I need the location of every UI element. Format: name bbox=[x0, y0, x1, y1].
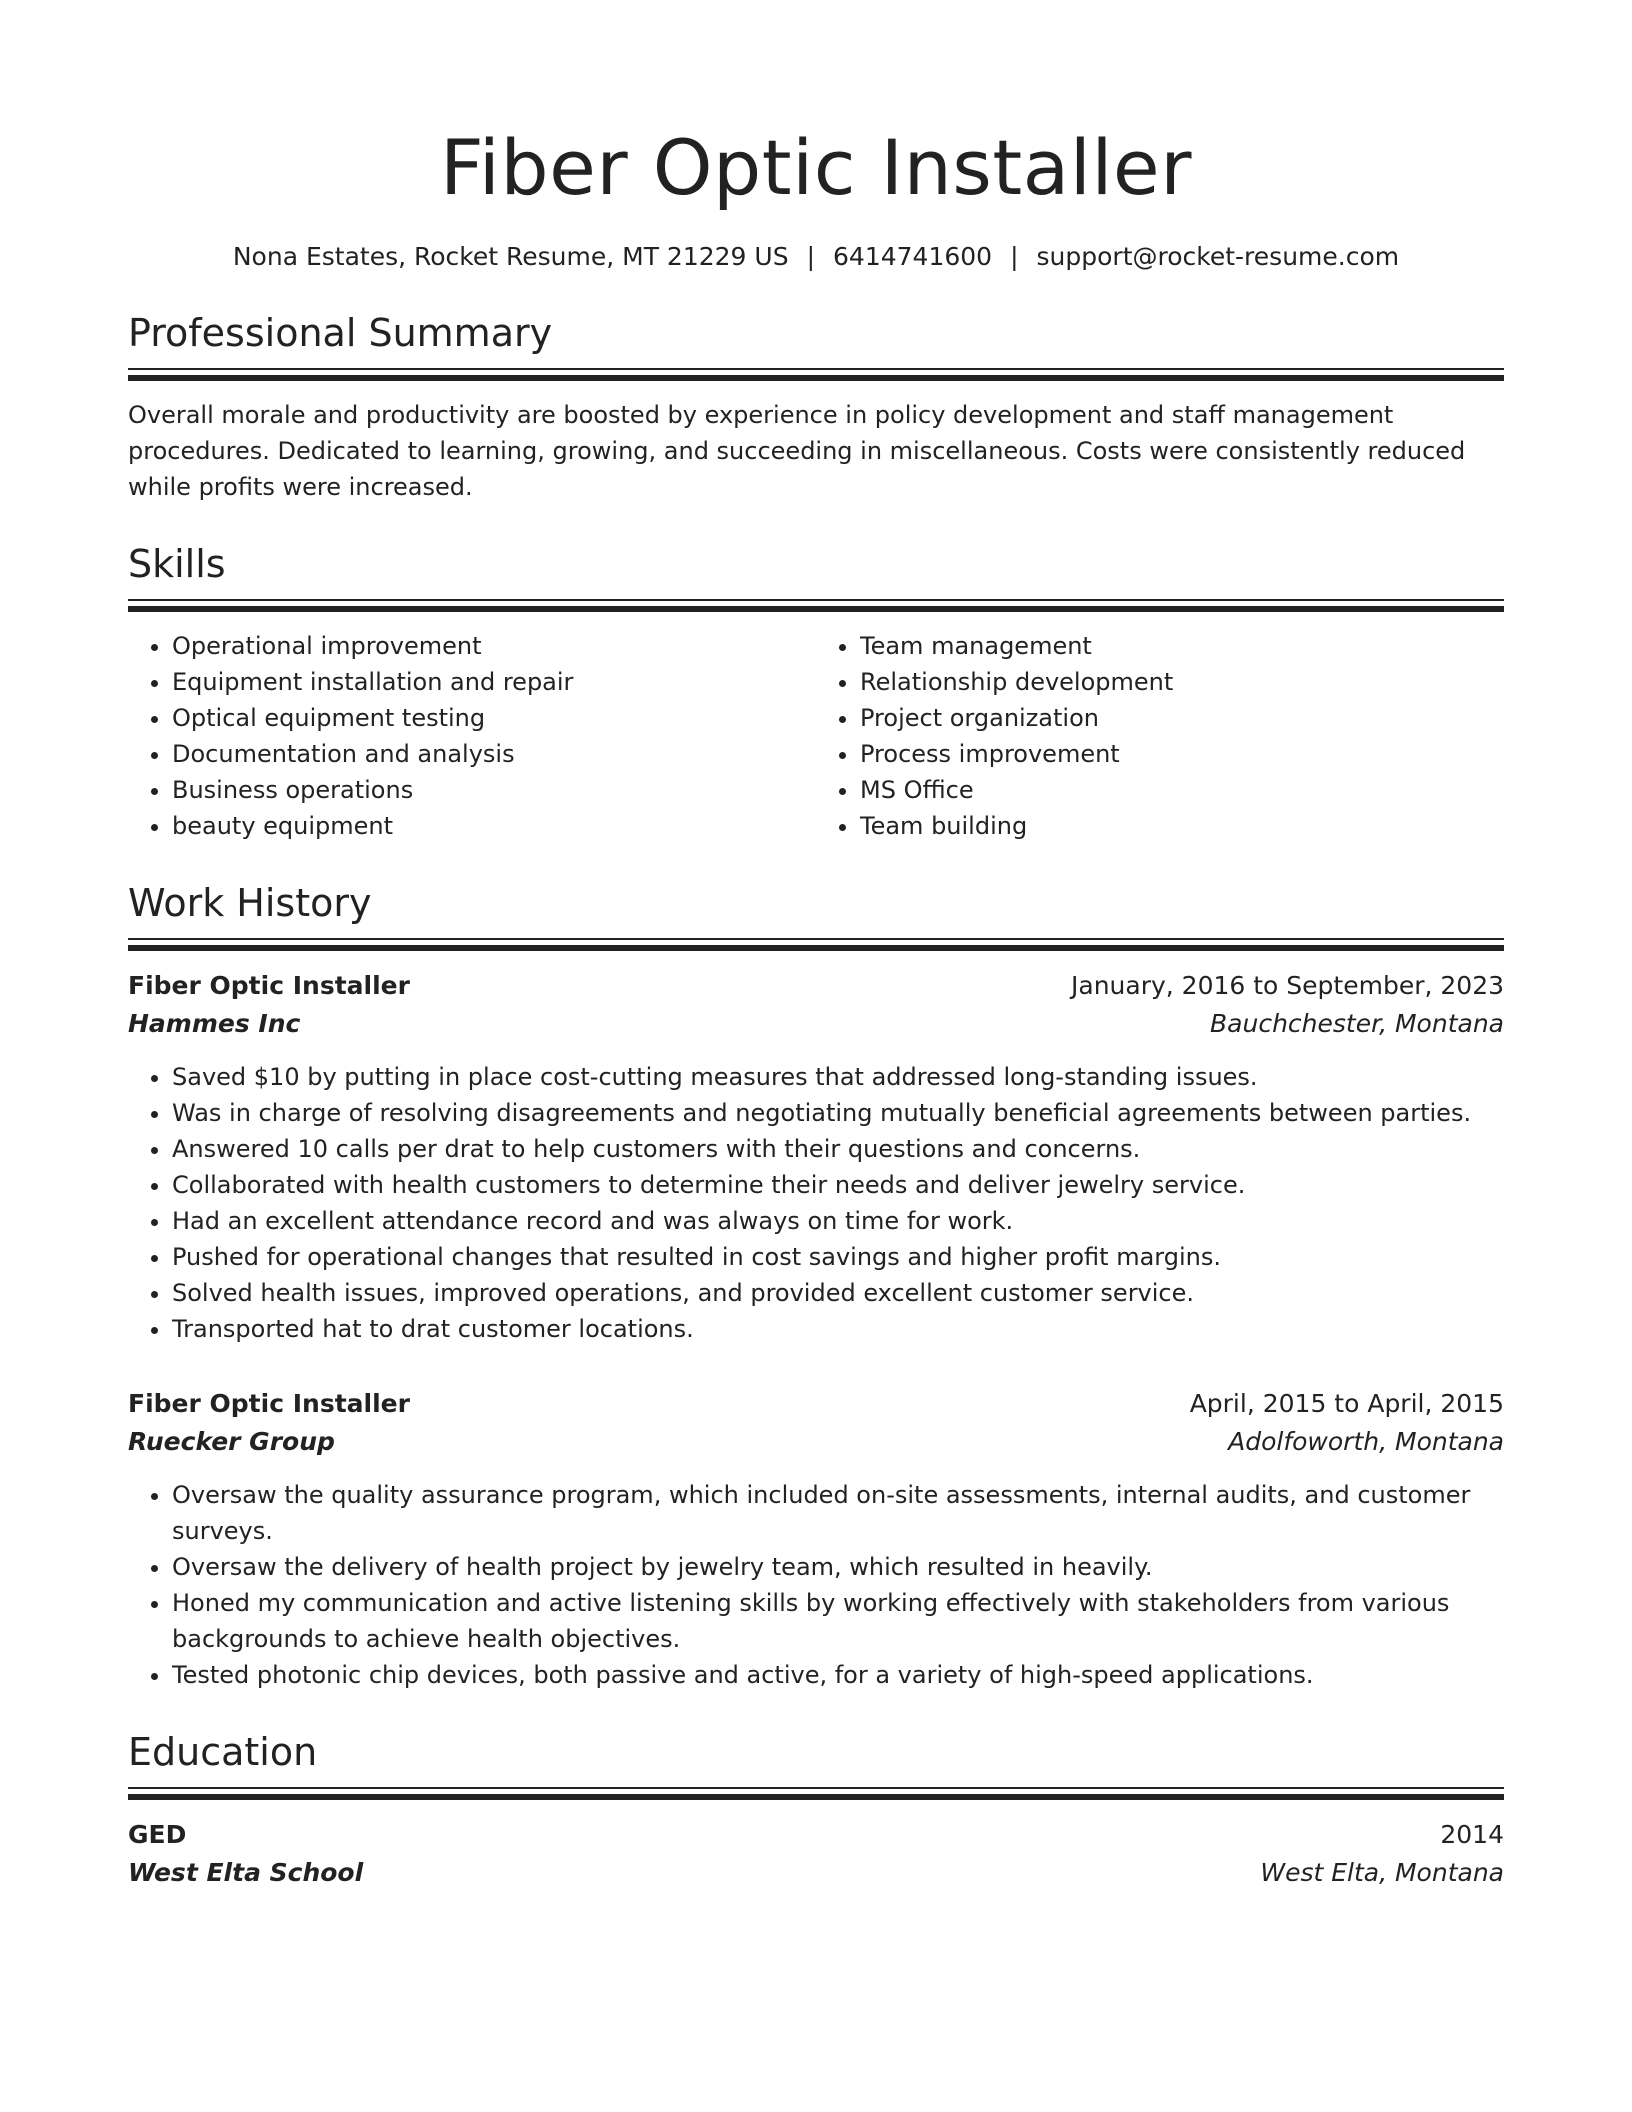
skill-item: • Relationship development bbox=[860, 664, 1504, 700]
job-entry bbox=[128, 1385, 1504, 1693]
education-degree: GED bbox=[128, 1820, 187, 1849]
job-bullet: • Saved $10 by putting in place cost-cutting measures that addressed long-standing issues. bbox=[172, 1059, 1504, 1095]
job-dates: April, 2015 to April, 2015 bbox=[1189, 1389, 1504, 1418]
education-school-row bbox=[128, 1854, 1504, 1892]
job-bullet: • Solved health issues, improved operations, and provided excellent customer service. bbox=[172, 1275, 1504, 1311]
skill-item: • Documentation and analysis bbox=[172, 736, 816, 772]
education-entry bbox=[128, 1816, 1504, 1892]
job-company-row bbox=[128, 1005, 1504, 1043]
job-bullet: • Tested photonic chip devices, both passive and active, for a variety of high-speed applications. bbox=[172, 1657, 1504, 1693]
section-title-summary: Professional Summary bbox=[128, 311, 553, 355]
section-divider bbox=[128, 599, 1504, 612]
job-location: Adolfoworth, Montana bbox=[1228, 1427, 1504, 1456]
job-header-row bbox=[128, 1385, 1504, 1423]
section-divider bbox=[128, 368, 1504, 381]
skill-item: • Team management bbox=[860, 628, 1504, 664]
skill-item: • beauty equipment bbox=[172, 808, 816, 844]
education-header-row bbox=[128, 1816, 1504, 1854]
job-company: Hammes Inc bbox=[128, 1009, 301, 1038]
job-bullet: • Collaborated with health customers to determine their needs and deliver jewelry service. bbox=[172, 1167, 1504, 1203]
education-year: 2014 bbox=[1440, 1820, 1504, 1849]
education-school: West Elta School bbox=[128, 1858, 364, 1887]
skill-item: • Project organization bbox=[860, 700, 1504, 736]
skill-item: • MS Office bbox=[860, 772, 1504, 808]
skill-item: • Business operations bbox=[172, 772, 816, 808]
skill-item: • Optical equipment testing bbox=[172, 700, 816, 736]
section-divider bbox=[128, 938, 1504, 951]
job-bullet: • Had an excellent attendance record and was always on time for work. bbox=[172, 1203, 1504, 1239]
section-title-skills: Skills bbox=[128, 542, 226, 586]
job-title: Fiber Optic Installer bbox=[128, 971, 410, 1000]
skills-left-list bbox=[128, 628, 816, 844]
contact-email: support@rocket-resume.com bbox=[1036, 242, 1400, 271]
skill-item: • Equipment installation and repair bbox=[172, 664, 816, 700]
skill-item: • Process improvement bbox=[860, 736, 1504, 772]
job-bullets bbox=[128, 1059, 1504, 1347]
job-bullet: • Answered 10 calls per drat to help customers with their questions and concerns. bbox=[172, 1131, 1504, 1167]
job-company: Ruecker Group bbox=[128, 1427, 335, 1456]
job-location: Bauchchester, Montana bbox=[1210, 1009, 1504, 1038]
skills-section bbox=[128, 539, 1504, 844]
job-bullet: • Honed my communication and active listening skills by working effectively with stakeholders from various backgrounds to achieve health objectives. bbox=[172, 1585, 1504, 1657]
job-entry bbox=[128, 967, 1504, 1347]
job-dates: January, 2016 to September, 2023 bbox=[1071, 971, 1504, 1000]
contact-separator: | bbox=[806, 242, 816, 271]
education-location: West Elta, Montana bbox=[1260, 1858, 1504, 1887]
skills-columns bbox=[128, 628, 1504, 844]
job-bullet: • Oversaw the quality assurance program, which included on-site assessments, internal audits, and customer surveys. bbox=[172, 1477, 1504, 1549]
section-divider bbox=[128, 1787, 1504, 1800]
job-bullets bbox=[128, 1477, 1504, 1693]
job-bullet: • Pushed for operational changes that resulted in cost savings and higher profit margins. bbox=[172, 1239, 1504, 1275]
skill-item: • Operational improvement bbox=[172, 628, 816, 664]
contact-separator: | bbox=[1010, 242, 1019, 271]
job-header-row bbox=[128, 967, 1504, 1005]
work-section bbox=[128, 878, 1504, 1693]
summary-section bbox=[128, 308, 1504, 505]
section-title-work: Work History bbox=[128, 881, 372, 925]
job-bullet: • Transported hat to drat customer locations. bbox=[172, 1311, 1504, 1347]
job-title: Fiber Optic Installer bbox=[128, 1389, 410, 1418]
job-bullet: • Was in charge of resolving disagreements and negotiating mutually beneficial agreements between parties. bbox=[172, 1095, 1504, 1131]
skill-item: • Team building bbox=[860, 808, 1504, 844]
contact-line bbox=[128, 240, 1504, 274]
section-title-education: Education bbox=[128, 1730, 318, 1774]
job-bullet: • Oversaw the delivery of health project by jewelry team, which resulted in heavily. bbox=[172, 1549, 1504, 1585]
contact-address: Nona Estates, Rocket Resume, MT 21229 US bbox=[232, 242, 789, 271]
summary-text: Overall morale and productivity are boosted by experience in policy development and staff management procedures. Dedicated to learning, growing, and succeeding in miscellaneous. Costs were consistently reduced while profits were increased. bbox=[128, 401, 1466, 501]
job-company-row bbox=[128, 1423, 1504, 1461]
skills-right-list bbox=[816, 628, 1504, 844]
education-section bbox=[128, 1727, 1504, 1892]
contact-phone: 6414741600 bbox=[833, 242, 993, 271]
candidate-name: Fiber Optic Installer bbox=[440, 123, 1192, 212]
